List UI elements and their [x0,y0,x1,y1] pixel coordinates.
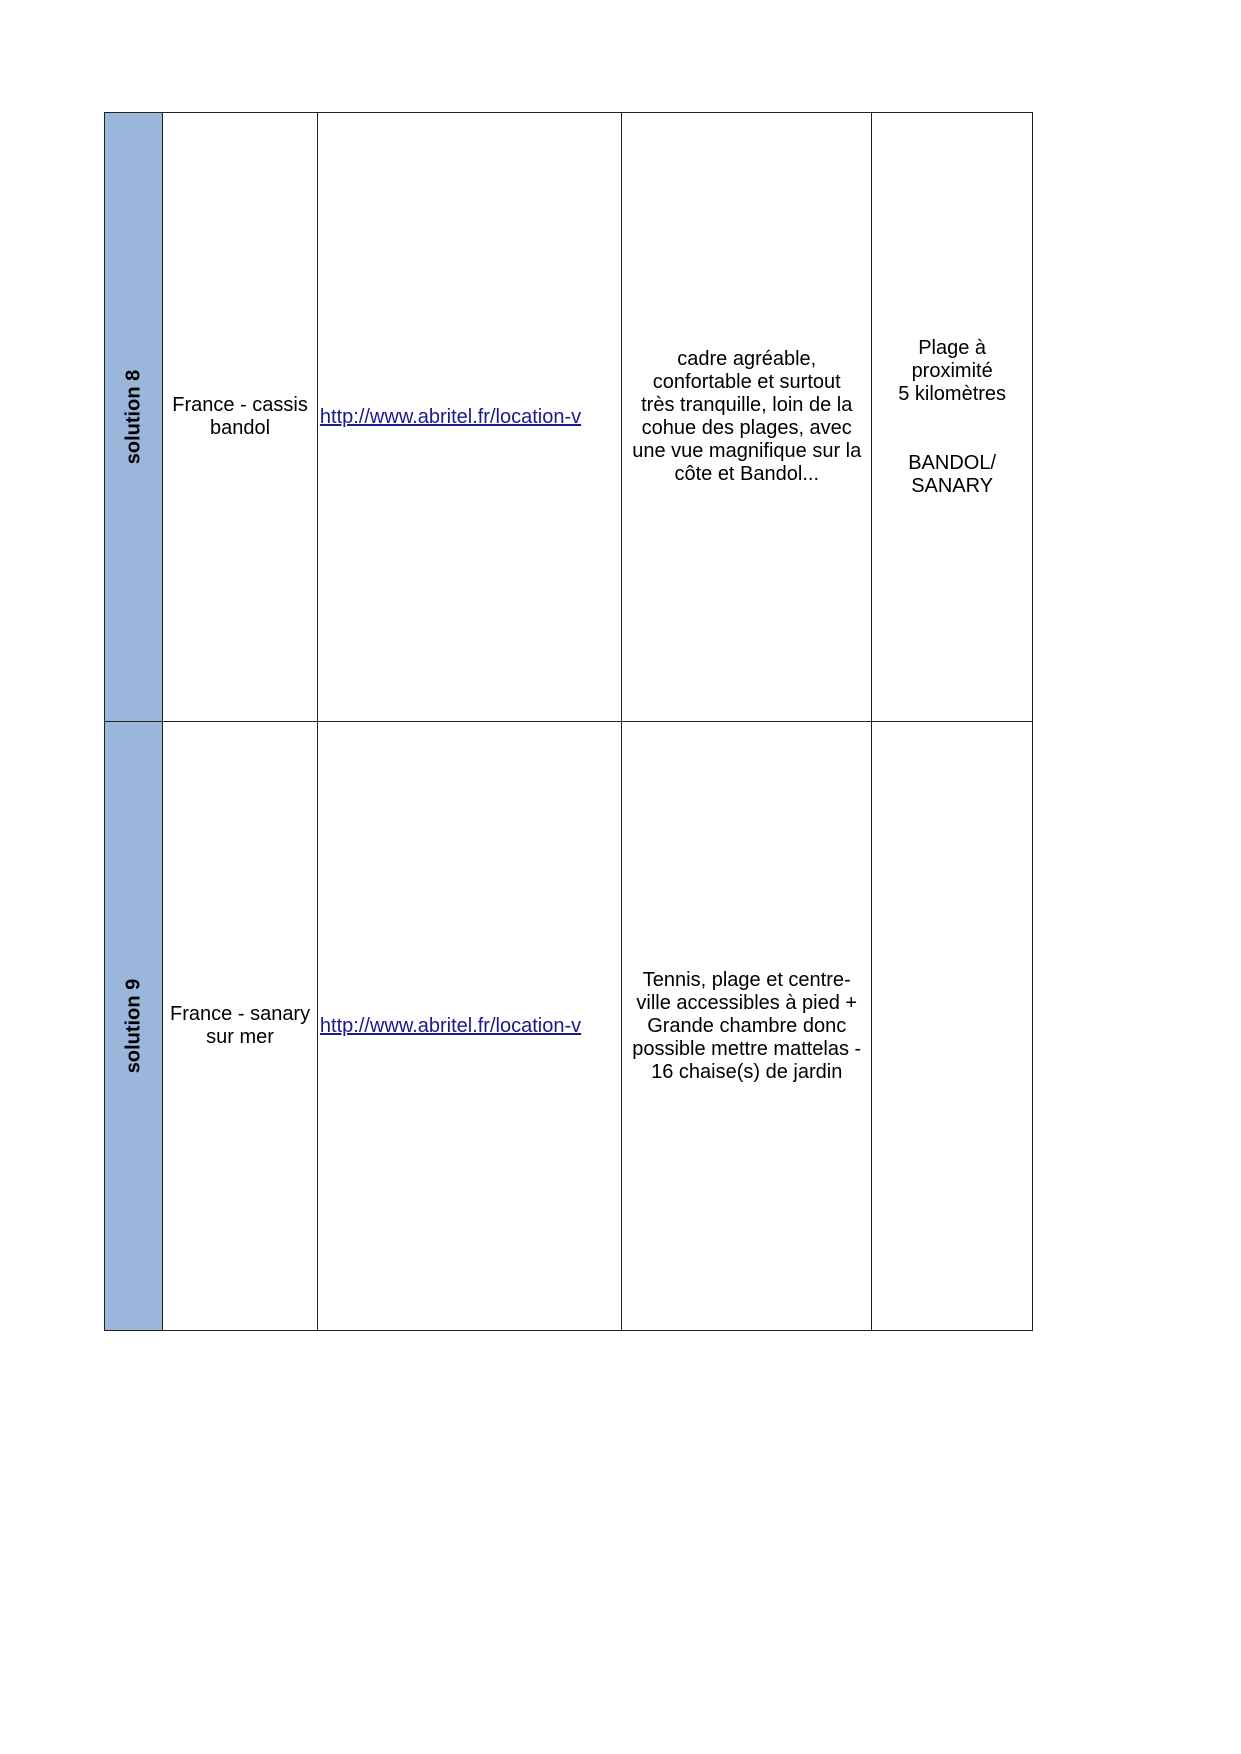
beach-cell [872,722,1033,1331]
row-label: solution 8 [122,369,145,465]
rental-link[interactable]: http://www.abritel.fr/location-v [319,1014,582,1037]
table-row [105,722,1033,1331]
description-cell: Tennis, plage et centre- ville accessibles à pied + Grande chambre donc possible mettre mattelas - 16 chaise(s) de jardin [622,722,872,1331]
beach-cell: Plage à proximité 5 kilomètres BANDOL/ SANARY [872,113,1033,722]
rental-link[interactable]: http://www.abritel.fr/location-v [319,405,582,428]
link-cell [317,722,621,1331]
description-cell: cadre agréable, confortable et surtout très tranquille, loin de la cohue des plages, avec une vue magnifique sur la côte et Bandol... [622,113,872,722]
row-label: solution 9 [122,978,145,1074]
location-cell: France - cassis bandol [163,113,318,722]
table-row [105,113,1033,722]
row-label-cell [105,722,163,1331]
spreadsheet-table [104,112,1033,1331]
link-cell [317,113,621,722]
row-label-cell [105,113,163,722]
location-cell: France - sanary sur mer [163,722,318,1331]
